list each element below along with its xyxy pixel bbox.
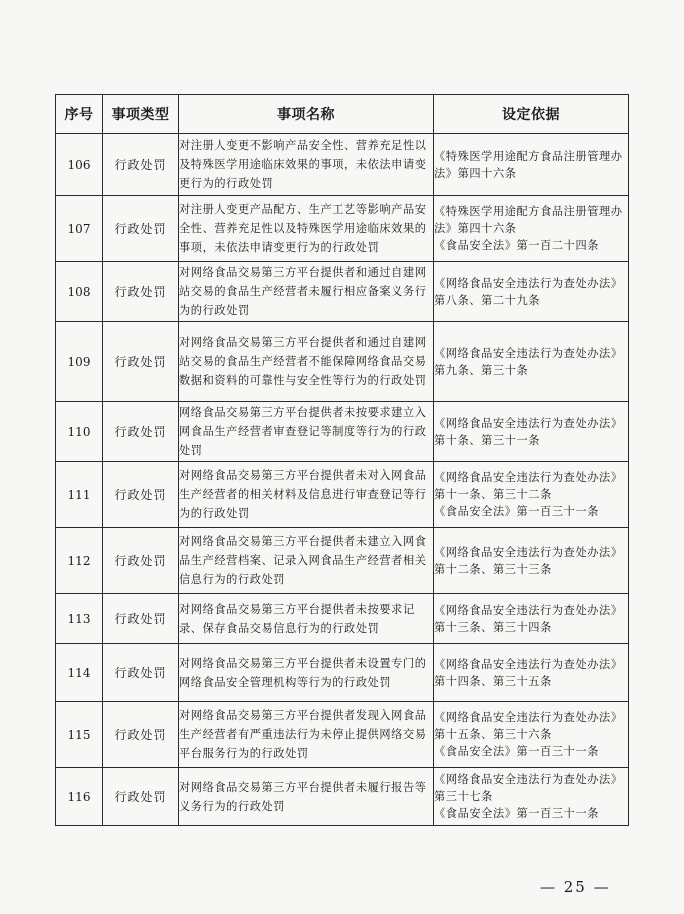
row-legal-basis: 《网络食品安全违法行为查处办法》第八条、第二十九条	[434, 262, 629, 322]
row-serial-no: 109	[56, 322, 103, 402]
row-item-name: 网络食品交易第三方平台提供者未按要求建立入网食品生产经营者审查登记等制度等行为的行政处罚	[179, 402, 434, 462]
header-item-name: 事项名称	[179, 95, 434, 134]
table-row	[56, 528, 629, 594]
row-serial-no: 113	[56, 594, 103, 644]
table-row	[56, 702, 629, 768]
table-row	[56, 322, 629, 402]
row-legal-basis: 《特殊医学用途配方食品注册管理办法》第四十六条 《食品安全法》第一百二十四条	[434, 196, 629, 262]
row-item-type: 行政处罚	[103, 322, 179, 402]
row-item-name: 对网络食品交易第三方平台提供者未履行报告等义务行为的行政处罚	[179, 768, 434, 826]
header-serial-no: 序号	[56, 95, 103, 134]
table-header-row	[56, 95, 629, 134]
header-legal-basis: 设定依据	[434, 95, 629, 134]
row-legal-basis: 《网络食品安全违法行为查处办法》第十一条、第三十二条 《食品安全法》第一百三十一条	[434, 462, 629, 528]
row-item-name: 对网络食品交易第三方平台提供者未对入网食品生产经营者的相关材料及信息进行审查登记等行为的行政处罚	[179, 462, 434, 528]
page-number: — 25 —	[540, 878, 611, 896]
row-item-name: 对网络食品交易第三方平台提供者和通过自建网站交易的食品生产经营者未履行相应备案义务行为的行政处罚	[179, 262, 434, 322]
row-item-type: 行政处罚	[103, 262, 179, 322]
row-legal-basis: 《网络食品安全违法行为查处办法》第十五条、第三十六条 《食品安全法》第一百三十一条	[434, 702, 629, 768]
row-item-name: 对注册人变更产品配方、生产工艺等影响产品安全性、营养充足性以及特殊医学用途临床效果的事项，未依法申请变更行为的行政处罚	[179, 196, 434, 262]
table-row	[56, 402, 629, 462]
table-row	[56, 462, 629, 528]
table-row	[56, 644, 629, 702]
row-serial-no: 115	[56, 702, 103, 768]
row-item-type: 行政处罚	[103, 768, 179, 826]
table-row	[56, 134, 629, 196]
table-row	[56, 196, 629, 262]
row-serial-no: 108	[56, 262, 103, 322]
row-item-type: 行政处罚	[103, 134, 179, 196]
row-item-type: 行政处罚	[103, 462, 179, 528]
row-item-name: 对网络食品交易第三方平台提供者发现入网食品生产经营者有严重违法行为未停止提供网络交易平台服务行为的行政处罚	[179, 702, 434, 768]
row-item-type: 行政处罚	[103, 644, 179, 702]
row-item-type: 行政处罚	[103, 402, 179, 462]
row-serial-no: 111	[56, 462, 103, 528]
row-serial-no: 114	[56, 644, 103, 702]
row-legal-basis: 《网络食品安全违法行为查处办法》第十条、第三十一条	[434, 402, 629, 462]
table-row	[56, 594, 629, 644]
row-item-name: 对网络食品交易第三方平台提供者未建立入网食品生产经营档案、记录入网食品生产经营者相关信息行为的行政处罚	[179, 528, 434, 594]
table-row	[56, 262, 629, 322]
row-item-type: 行政处罚	[103, 594, 179, 644]
row-item-type: 行政处罚	[103, 196, 179, 262]
row-serial-no: 112	[56, 528, 103, 594]
row-serial-no: 107	[56, 196, 103, 262]
row-item-type: 行政处罚	[103, 702, 179, 768]
table-row	[56, 768, 629, 826]
row-legal-basis: 《网络食品安全违法行为查处办法》第十四条、第三十五条	[434, 644, 629, 702]
header-item-type: 事项类型	[103, 95, 179, 134]
row-item-name: 对注册人变更不影响产品安全性、营养充足性以及特殊医学用途临床效果的事项，未依法申请变更行为的行政处罚	[179, 134, 434, 196]
row-legal-basis: 《网络食品安全违法行为查处办法》第十三条、第三十四条	[434, 594, 629, 644]
row-legal-basis: 《网络食品安全违法行为查处办法》第三十七条 《食品安全法》第一百三十一条	[434, 768, 629, 826]
admin-penalty-table	[55, 94, 629, 826]
row-legal-basis: 《网络食品安全违法行为查处办法》第九条、第三十条	[434, 322, 629, 402]
row-item-name: 对网络食品交易第三方平台提供者未按要求记录、保存食品交易信息行为的行政处罚	[179, 594, 434, 644]
row-legal-basis: 《特殊医学用途配方食品注册管理办法》第四十六条	[434, 134, 629, 196]
row-serial-no: 116	[56, 768, 103, 826]
row-item-name: 对网络食品交易第三方平台提供者未设置专门的网络食品安全管理机构等行为的行政处罚	[179, 644, 434, 702]
row-item-type: 行政处罚	[103, 528, 179, 594]
row-legal-basis: 《网络食品安全违法行为查处办法》第十二条、第三十三条	[434, 528, 629, 594]
row-item-name: 对网络食品交易第三方平台提供者和通过自建网站交易的食品生产经营者不能保障网络食品交易数据和资料的可靠性与安全性等行为的行政处罚	[179, 322, 434, 402]
row-serial-no: 110	[56, 402, 103, 462]
row-serial-no: 106	[56, 134, 103, 196]
